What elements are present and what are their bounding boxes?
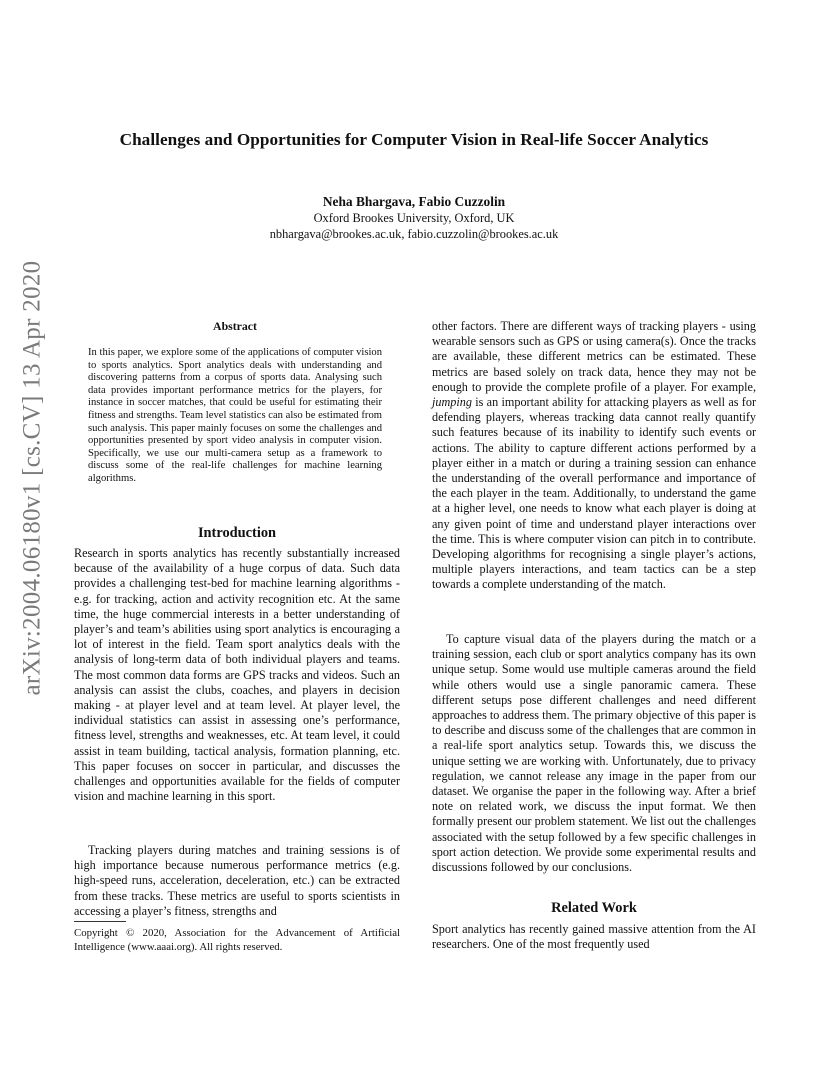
introduction-paragraph-3 bbox=[432, 632, 756, 875]
paragraph-text: Sport analytics has recently gained massive attention from the AI researchers. One of the most frequently used bbox=[432, 922, 756, 952]
introduction-paragraph-1 bbox=[74, 546, 400, 804]
author-emails: nbhargava@brookes.ac.uk, fabio.cuzzolin@brookes.ac.uk bbox=[269, 227, 559, 241]
author-affiliation: Oxford Brookes University, Oxford, UK bbox=[313, 211, 515, 225]
paper-title: Challenges and Opportunities for Computer Vision in Real-life Soccer Analytics bbox=[119, 130, 709, 149]
emphasized-term: jumping bbox=[432, 395, 472, 410]
paragraph-text-a: other factors. There are different ways of tracking players - using wearable sensors such as GPS or using camera(s). Once the tracks are available, these different metrics can be estimated. These metrics are based solely on track data, hence they may not be enough to provide the complete profile of a player. For example, bbox=[432, 319, 756, 394]
copyright-prefix: Copyright bbox=[74, 927, 127, 939]
paragraph-text: Tracking players during matches and training sessions is of high importance because numerous performance metrics (e.g. high-speed runs, acceleration, deceleration, etc.) can be extracted from these tracks. These metrics are useful to sports scientists in accessing a player’s fitness, strengths and bbox=[74, 843, 400, 918]
copyright-text: 2020, Association for the Advancement of Artificial Intelligence (www.aaai.org). All rights reserved. bbox=[74, 927, 400, 953]
paragraph-text bbox=[432, 319, 756, 593]
abstract-text: In this paper, we explore some of the applications of computer vision to sports analytics. Sport analytics deals with understanding and discovering patterns from a corpus of sports data. Analysing such data provides important performance metrics for the players, for instance in soccer matches, that could be useful for estimating their fitness and strengths. Team level statistics can also be estimated from such analysis. This paper mainly focuses on some the challenges and opportunities presented by sport video analysis in computer vision. Specifically, we use our multi-camera setup as a framework to discuss some of the real-life challenges for machine learning algorithms. bbox=[88, 347, 382, 484]
related-work-paragraph-1 bbox=[432, 922, 756, 952]
introduction-paragraph-2 bbox=[74, 843, 400, 919]
introduction-heading: Introduction bbox=[197, 525, 277, 541]
abstract-heading: Abstract bbox=[213, 319, 257, 333]
introduction-paragraph-2-continued bbox=[432, 319, 756, 593]
copyright-symbol: © bbox=[126, 927, 135, 939]
related-work-heading: Related Work bbox=[551, 900, 637, 916]
paragraph-text: Research in sports analytics has recently substantially increased because of the availability of a huge corpus of data. Such data provides a challenging test-bed for machine learning algorithms - e.g. for tracking, action and activity recognition etc. At the same time, the huge commercial interests in a better understanding of player’s and team’s abilities using sport analytics is encouraging a lot of interest in the field. Team sport analytics deals with the analysis of long-term data of both individual players and teams. The most common data forms are GPS tracks and videos. Such an analysis can assist the clubs, coaches, and players in decision making - at player level and at team level. At player level, the individual statistics can assist in assessing one’s performance, fitness level, strengths and weaknesses, etc. At team level, it could assist in team building, tactical analysis, formation planning, etc. This paper focuses on soccer in particular, and discusses the challenges and opportunities available for the fields of computer vision and machine learning in this sport. bbox=[74, 546, 400, 804]
paragraph-text-b: is an important ability for attacking players as well as for defending players, whereas tracking data cannot really quantify such features because of its inability to identify such events or actions. The ability to capture different actions performed by a player either in a match or during a training session can enhance the understanding of the overall performance and importance of the each player in the team. Additionally, to understand the game at a higher level, one needs to know what each player is doing at any given point of time and understand player interactions over the time. This is where computer vision can pitch in to contribute. Developing algorithms for recognising a single player’s actions, multiple players interactions, and team tactics can be a step towards a complete understanding of the match. bbox=[432, 395, 756, 592]
arxiv-stamp bbox=[12, 260, 52, 696]
paragraph-text: To capture visual data of the players during the match or a training session, each club or sport analytics company has its own unique setup. Some would use multiple cameras around the field while others would use a single panoramic camera. These different setups pose different challenges and need different approaches to address them. The primary objective of this paper is to describe and discuss some of the challenges that are common in a real-life sport analytics setup. Towards this, we discuss the unique setting we are working with. Unfortunately, due to privacy regulation, we cannot release any image in the paper from our dataset. We organise the paper in the following way. After a brief note on related work, we discuss the input format. We then formally present our problem statement. We list out the challenges associated with the setup followed by a few specific challenges in sport action detection. We provide some experimental results and discussions followed by our conclusions. bbox=[432, 632, 756, 875]
paper-authors: Neha Bhargava, Fabio Cuzzolin bbox=[322, 194, 506, 209]
footnote-rule bbox=[74, 921, 126, 922]
arxiv-stamp-text: arXiv:2004.06180v1 [cs.CV] 13 Apr 2020 bbox=[18, 260, 46, 696]
copyright-footnote bbox=[74, 926, 400, 954]
